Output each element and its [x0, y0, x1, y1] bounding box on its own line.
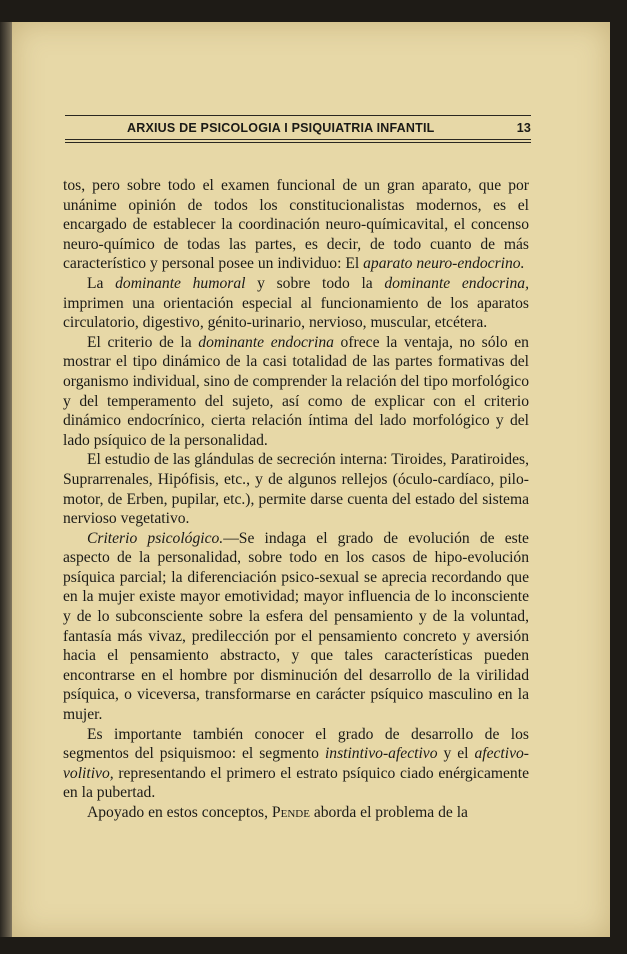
italic-text: instintivo-afectivo	[324, 745, 438, 763]
italic-text: afectivo-volitivo,	[63, 745, 530, 782]
paragraph	[63, 529, 529, 725]
italic-text: aparato neuro-endocrino.	[363, 255, 525, 273]
text-run: La	[87, 274, 116, 292]
italic-text: dominante humoral	[115, 274, 246, 292]
author-name: Pende	[271, 804, 310, 821]
text-run: y sobre todo la	[245, 274, 385, 292]
text-run: —Se indaga el grado de evolución de este aspecto de la personalidad, sobre todo en los casos de hipo-evolución psíquica parcial; la diferenciación psico-sexual se aprecia recordando que en la mujer existe mayor emotividad; mayor influencia de lo inconsciente y de lo subconsciente sobre la esfera del pensamiento y de la voluntad, fantasía más vivaz, predilección por el pensamiento concreto y aversión hacia el pensamiento abstracto, y que tales características pueden encontrarse en el hombre por disminución del desarrollo de la virilidad psíquica, o viceversa, transformarse en carácter psíquico masculino en la mujer.	[63, 529, 529, 724]
paragraph	[63, 274, 529, 333]
text-run: El estudio de las glándulas de secreción interna: Tiroides, Paratiroides, Suprarrenales, Hipófisis, etc., y de algunos rellejos (óculo-cardíaco, pilo-motor, de Erben, pupilar, etc.), permite darse cuenta del estado del sistema nervioso vegetativo.	[63, 451, 529, 528]
text-run: tos, pero sobre todo el examen funcional de un gran aparato, que por unánime opinión de todos los constitucionalistas modernos, es el encargado de establecer la coordinación neuro-químicavital, el concenso neuro-químico de todas las partes, es decir, de todo cuanto de más característico y personal posee un individuo: El	[63, 177, 529, 273]
header-bottom-rule	[65, 139, 531, 143]
text-run: El criterio de la	[87, 333, 199, 351]
text-run: aborda el problema de la	[309, 804, 468, 821]
text-run: ofrece la ventaja, no sólo en mostrar el tipo dinámico de la casi totalidad de las partes formativas del organismo individual, sino de comprender la relación del tipo morfológico y del temperamento del sujeto, así como de explicar con el criterio dinámico endocrínico, cierta relación íntima del lado morfológico y del lado psíquico de la personalidad.	[63, 333, 529, 449]
paragraph	[63, 803, 529, 823]
italic-text: Criterio psicológico.	[87, 529, 224, 547]
paragraph	[63, 333, 529, 451]
text-run: y el	[437, 745, 475, 763]
paragraph	[63, 176, 529, 274]
running-head: ARXIUS DE PSICOLOGIA I PSIQUIATRIA INFANTIL	[127, 121, 435, 135]
page-header	[65, 115, 531, 143]
text-run: Es importante también conocer el grado de desarrollo de los segmentos del psiquismoo: el segmento	[63, 725, 529, 763]
text-run: Apoyado en estos conceptos,	[87, 804, 272, 821]
text-run: representando el primero el estrato psíquico ciado enérgicamente en la pubertad.	[63, 764, 529, 802]
paragraph	[63, 450, 529, 528]
text-run: imprimen una orientación especial al funcionamiento de los aparatos circulatorio, digestivo, génito-urinario, nervioso, muscular, etcétera.	[63, 294, 529, 332]
body-text	[63, 176, 529, 823]
italic-text: dominante endocrina,	[384, 274, 529, 292]
italic-text: dominante endocrina	[198, 333, 334, 351]
paragraph	[63, 725, 529, 803]
page-number: 13	[516, 121, 531, 135]
header-row	[65, 121, 531, 139]
header-top-rule	[65, 115, 531, 116]
